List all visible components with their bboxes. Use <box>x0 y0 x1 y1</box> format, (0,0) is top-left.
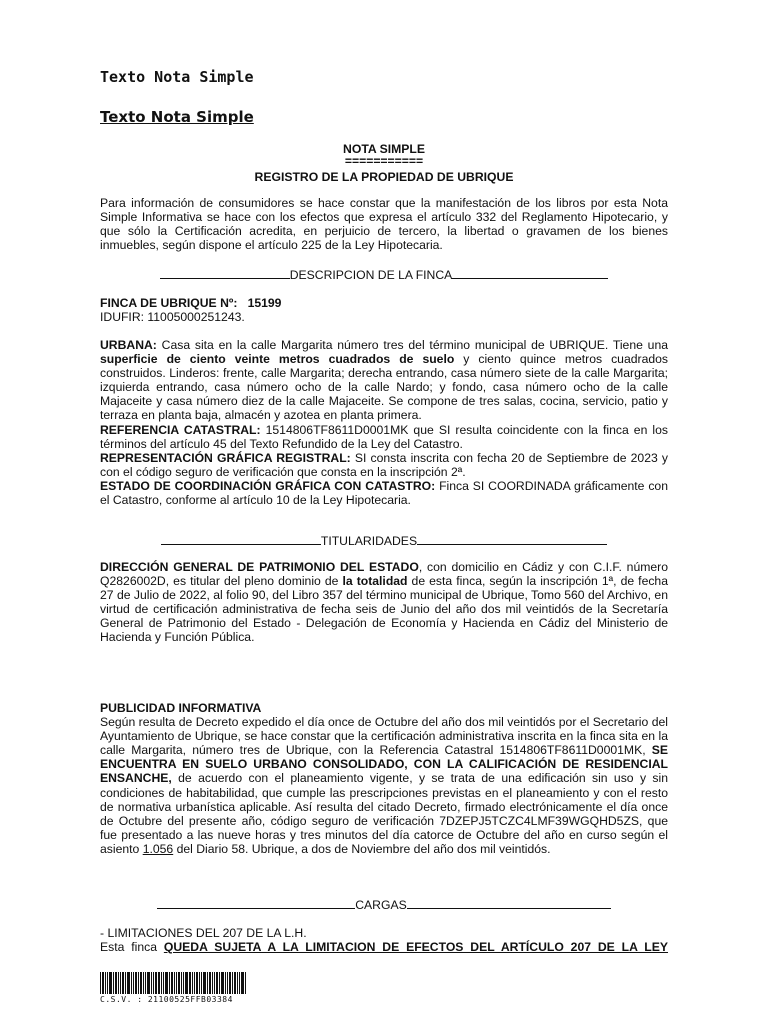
finca-block <box>100 296 668 324</box>
publicidad-label: PUBLICIDAD INFORMATIVA <box>100 701 262 715</box>
publicidad-text-2: de acuerdo con el planeamiento vigente, y se trata de una edificación sin uso y sin condiciones de habitabilidad, que cumple las prescripciones previstas en el planeamiento y con el resto de normativa urbanística aplicable. Así resulta del citado Decreto, firmado electrónicamente el día once de Octubre del presente año, código seguro de verificación 7DZEPJ5TCZC4LMF39WGQHD5ZS, que fue presentado a las nueve horas y tres minutos del día catorce de Octubre del año en curso según el asiento <box>100 771 668 856</box>
urbana-label: URBANA: <box>100 338 157 352</box>
limitaciones-line: - LIMITACIONES DEL 207 DE LA L.H. <box>100 926 307 940</box>
registry-name: REGISTRO DE LA PROPIEDAD DE UBRIQUE <box>254 170 514 185</box>
urbana-surface: superficie de ciento veinte metros cuadrados de suelo <box>100 352 455 367</box>
catastral-label: REFERENCIA CATASTRAL: <box>100 422 261 437</box>
urbana-text-1: Casa sita en la calle Margarita número tres del término municipal de UBRIQUE. Tiene una <box>156 338 668 352</box>
running-header: Texto Nota Simple <box>100 68 254 86</box>
section-titularidades <box>100 534 668 548</box>
coordinacion-label: ESTADO DE COORDINACIÓN GRÁFICA CON CATASTRO: <box>100 478 436 493</box>
titular-paragraph <box>100 560 668 645</box>
csv-footer <box>100 972 247 1004</box>
section-cargas-label: CARGAS <box>355 898 407 912</box>
cargas-text-1: Esta finca <box>100 940 164 955</box>
titular-text-1: , con domicilio en Cádiz y con C.I.F. número Q2826002D, es titular del pleno dominio de <box>100 560 668 589</box>
nota-simple-heading <box>100 142 668 184</box>
intro-paragraph: Para información de consumidores se hace constar que la manifestación de los libros por esta Nota Simple Informativa se hace con los efectos que expresa el artículo 332 del Reglamento Hipotecario, y que sólo la Certificación acredita, en perjuicio de tercero, la libertad o gravamen de los bienes inmuebles, según dispone el artículo 225 de la Ley Hipotecaria. <box>100 196 668 253</box>
section-descripcion <box>100 268 668 282</box>
section-descripcion-label: DESCRIPCION DE LA FINCA <box>289 268 453 282</box>
section-titularidades-label: TITULARIDADES <box>320 534 418 548</box>
coordinacion-text: Finca SI COORDINADA gráficamente con el Catastro, conforme al artículo 10 de la Ley Hipotecaria. <box>100 478 668 508</box>
urbana-block <box>100 338 668 507</box>
titular-name: DIRECCIÓN GENERAL DE PATRIMONIO DEL ESTADO <box>100 560 419 574</box>
catastral-text: 1514806TF8611D0001MK que SI resulta coincidente con la finca en los términos del artículo 45 del Texto Refundido de la Ley del Catastro. <box>100 422 668 451</box>
csv-code: C.S.V. : 21100525FFB03384 <box>100 995 233 1004</box>
publicidad-text-1: Según resulta de Decreto expedido el día once de Octubre del año dos mil veintidós por el Secretario del Ayuntamiento de Ubrique, se hace constar que la certificación administrativa inscrita en la finca sita en la calle Margarita, número tres de Ubrique, con la Referencia Catastral 1514806TF8611D0001MK, <box>100 715 668 758</box>
representacion-text: SI consta inscrita con fecha 20 de Septiembre de 2023 y con el código seguro de verificación que consta en la inscripción 2ª. <box>100 450 669 479</box>
finca-number: 15199 <box>247 296 282 310</box>
titular-totalidad: la totalidad <box>342 574 408 589</box>
urbana-text-2: y ciento quince metros cuadrados construidos. Linderos: frente, calle Margarita; derecha entrando, casa número siete de la calle Margarita; izquierda entrando, casa número ocho de la calle Nardo; y fondo, casa número ocho de la calle Majaceite y casa número diez de la calle Majaceite. Se compone de tres salas, cocina, servicio, patio y terraza en planta baja, almacén y azotea en planta primera. <box>100 352 668 423</box>
cargas-block <box>100 926 668 954</box>
titular-text-2: de esta finca, según la inscripción 1ª, de fecha 27 de Julio de 2022, al folio 90, del Libro 357 del término municipal de Ubrique, Tomo 560 del Archivo, en virtud de certificación administrativa de fecha seis de Junio del año dos mil veintidós de la Secretaría General de Patrimonio del Estado - Delegación de Economía y Hacienda en Cádiz del Ministerio de Hacienda y Función Pública. <box>100 574 668 645</box>
document-title: Texto Nota Simple <box>100 108 254 126</box>
finca-label: FINCA DE UBRIQUE Nº: <box>100 296 238 310</box>
representacion-label: REPRESENTACIÓN GRÁFICA REGISTRAL: <box>100 450 351 465</box>
publicidad-suelo: SE ENCUENTRA EN SUELO URBANO CONSOLIDADO, CON LA CALIFICACIÓN DE RESIDENCIAL ENSANCHE, <box>100 743 668 786</box>
nota-simple-label: NOTA SIMPLE <box>343 142 425 156</box>
section-cargas <box>100 898 668 912</box>
barcode <box>100 972 247 994</box>
idufir: IDUFIR: 11005000251243. <box>100 310 245 325</box>
publicidad-text-3: del Diario 58. Ubrique, a dos de Noviembre del año dos mil veintidós. <box>173 841 551 856</box>
asiento-number: 1.056 <box>142 841 174 856</box>
publicidad-block <box>100 701 668 856</box>
heading-rule: =========== <box>344 154 424 169</box>
cargas-sujeta: QUEDA SUJETA A LA LIMITACION DE EFECTOS DEL ARTÍCULO 207 DE LA LEY <box>163 940 669 955</box>
